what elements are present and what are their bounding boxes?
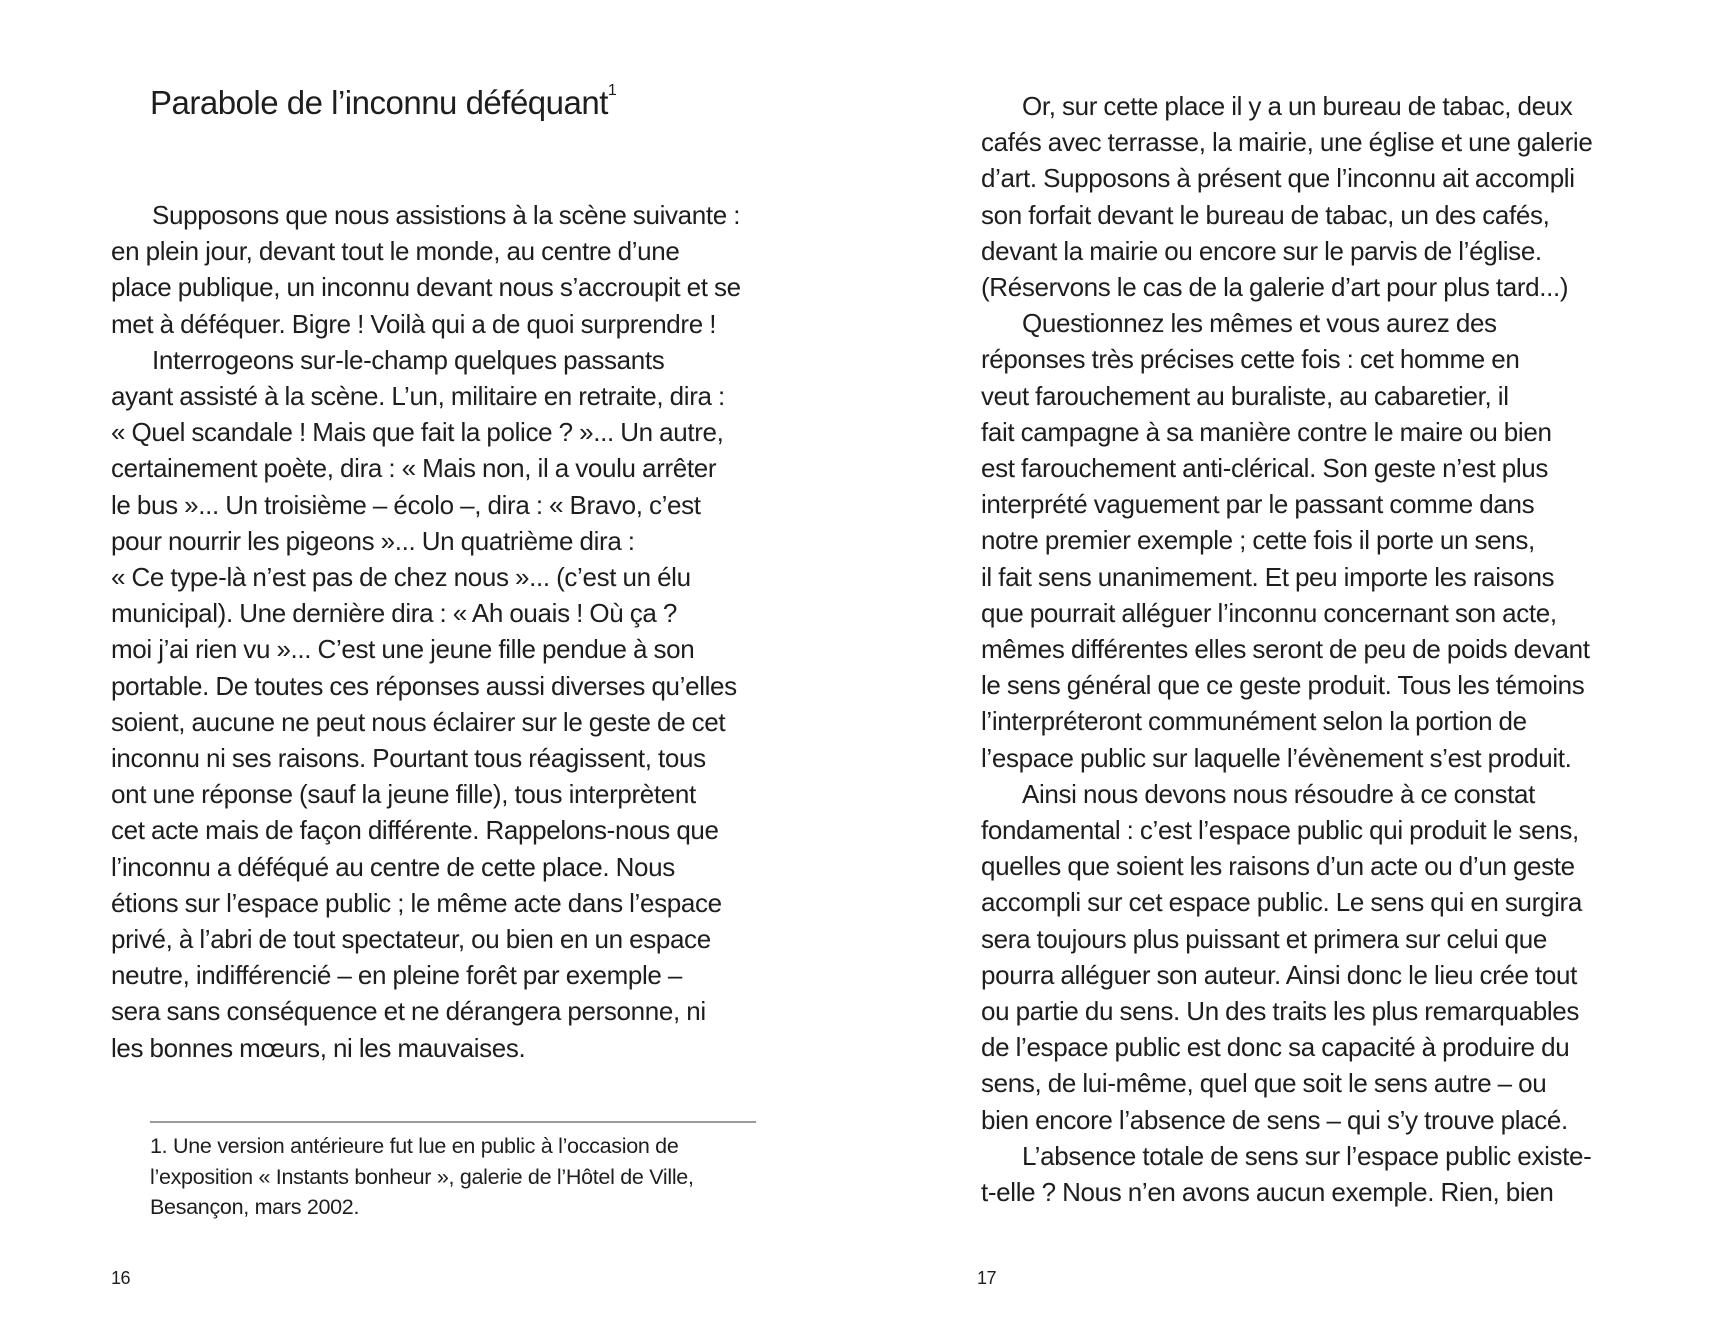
text-line: Questionnez les mêmes et vous aurez des [1022,308,1497,339]
text-line: cet acte mais de façon différente. Rappelons-nous que [111,815,719,846]
text-line: place publique, un inconnu devant nous s’accroupit et se [111,272,741,303]
footnote-line: l’exposition « Instants bonheur », galerie de l’Hôtel de Ville, [150,1164,694,1189]
text-line: Ainsi nous devons nous résoudre à ce constat [1022,778,1535,809]
text-line: en plein jour, devant tout le monde, au centre d’une [111,236,680,267]
text-line: les bonnes mœurs, ni les mauvaises. [111,1032,526,1063]
text-line: « Ce type-là n’est pas de chez nous »... (c’est un élu [111,562,691,593]
text-line: notre premier exemple ; cette fois il porte un sens, [981,525,1535,556]
text-line: sens, de lui-même, quel que soit le sens autre – ou [981,1068,1547,1099]
text-line: il fait sens unanimement. Et peu importe les raisons [981,561,1555,592]
text-line: « Quel scandale ! Mais que fait la police ? »... Un autre, [111,417,724,448]
text-line: neutre, indifférencié – en pleine forêt par exemple – [111,960,683,991]
text-line: le bus »... Un troisième – écolo –, dira : « Bravo, c’est [111,489,701,520]
text-line: cafés avec terrasse, la mairie, une église et une galerie [981,127,1593,158]
text-line: que pourrait alléguer l’inconnu concernant son acte, [981,597,1557,628]
text-line: (Réservons le cas de la galerie d’art pour plus tard...) [981,272,1569,303]
text-line: inconnu ni ses raisons. Pourtant tous réagissent, tous [111,743,706,774]
text-line: sera toujours plus puissant et primera sur celui que [981,923,1547,954]
text-line: l’espace public sur laquelle l’évènement s’est produit. [981,742,1572,773]
text-line: sera sans conséquence et ne dérangera personne, ni [111,996,706,1027]
text-line: portable. De toutes ces réponses aussi diverses qu’elles [111,670,737,701]
text-line: mêmes différentes elles seront de peu de poids devant [981,634,1590,665]
text-line: est farouchement anti-clérical. Son geste n’est plus [981,453,1548,484]
text-line: Or, sur cette place il y a un bureau de tabac, deux [1022,91,1573,121]
text-line: accompli sur cet espace public. Le sens qui en surgira [981,887,1582,918]
text-line: t-elle ? Nous n’en avons aucun exemple. Rien, bien [981,1177,1554,1208]
text-line: soient, aucune ne peut nous éclairer sur le geste de cet [111,706,726,737]
text-line: de l’espace public est donc sa capacité à produire du [981,1032,1570,1063]
footnote-reference: 1 [607,82,617,99]
chapter-title-text: Parabole de l’inconnu déféquant [150,84,608,121]
text-line: privé, à l’abri de tout spectateur, ou bien en un espace [111,924,711,955]
text-line: réponses très précises cette fois : cet homme en [981,344,1520,375]
left-page-body [111,197,771,1066]
page-number-left: 16 [111,1268,131,1288]
text-line: bien encore l’absence de sens – qui s’y trouve placé. [981,1104,1568,1135]
text-line: le sens général que ce geste produit. Tous les témoins [981,670,1585,701]
text-line: veut farouchement au buraliste, au cabaretier, il [981,380,1509,411]
text-line: ou partie du sens. Un des traits les plus remarquables [981,996,1580,1027]
right-page [866,0,1732,1338]
footnote-line: 1. Une version antérieure fut lue en public à l’occasion de [150,1134,679,1158]
text-line: ont une réponse (sauf la jeune fille), tous interprètent [111,779,696,810]
footnote [150,1131,694,1223]
text-line: devant la mairie ou encore sur le parvis de l’église. [981,235,1542,266]
text-line: l’inconnu a déféqué au centre de cette place. Nous [111,851,675,882]
footnote-line: Besançon, mars 2002. [150,1195,360,1219]
chapter-title [150,84,616,122]
text-line: quelles que soient les raisons d’un acte ou d’un geste [981,851,1575,882]
text-line: municipal). Une dernière dira : « Ah ouais ! Où ça ? [111,598,677,629]
text-line: ayant assisté à la scène. L’un, militaire en retraite, dira : [111,381,725,412]
text-line: d’art. Supposons à présent que l’inconnu ait accompli [981,163,1575,194]
text-line: interprété vaguement par le passant comme dans [981,489,1535,520]
text-line: l’interpréteront communément selon la portion de [981,706,1527,737]
text-line: Supposons que nous assistions à la scène suivante : [152,200,741,230]
text-line: certainement poète, dira : « Mais non, il a voulu arrêter [111,453,717,484]
text-line: fait campagne à sa manière contre le maire ou bien [981,416,1552,447]
text-line: fondamental : c’est l’espace public qui produit le sens, [981,815,1579,846]
text-line: étions sur l’espace public ; le même acte dans l’espace [111,887,722,918]
text-line: pourra alléguer son auteur. Ainsi donc le lieu crée tout [981,959,1577,990]
text-line: son forfait devant le bureau de tabac, un des cafés, [981,199,1550,230]
text-line: moi j’ai rien vu »... C’est une jeune fille pendue à son [111,634,695,665]
text-line: L’absence totale de sens sur l’espace public existe- [1022,1140,1592,1171]
text-line: met à déféquer. Bigre ! Voilà qui a de quoi surprendre ! [111,308,717,339]
footnote-divider [150,1121,756,1123]
page-number-right: 17 [977,1268,997,1288]
text-line: pour nourrir les pigeons »... Un quatrième dira : [111,525,635,556]
right-page-body [981,88,1641,1210]
text-line: Interrogeons sur-le-champ quelques passants [152,344,665,375]
